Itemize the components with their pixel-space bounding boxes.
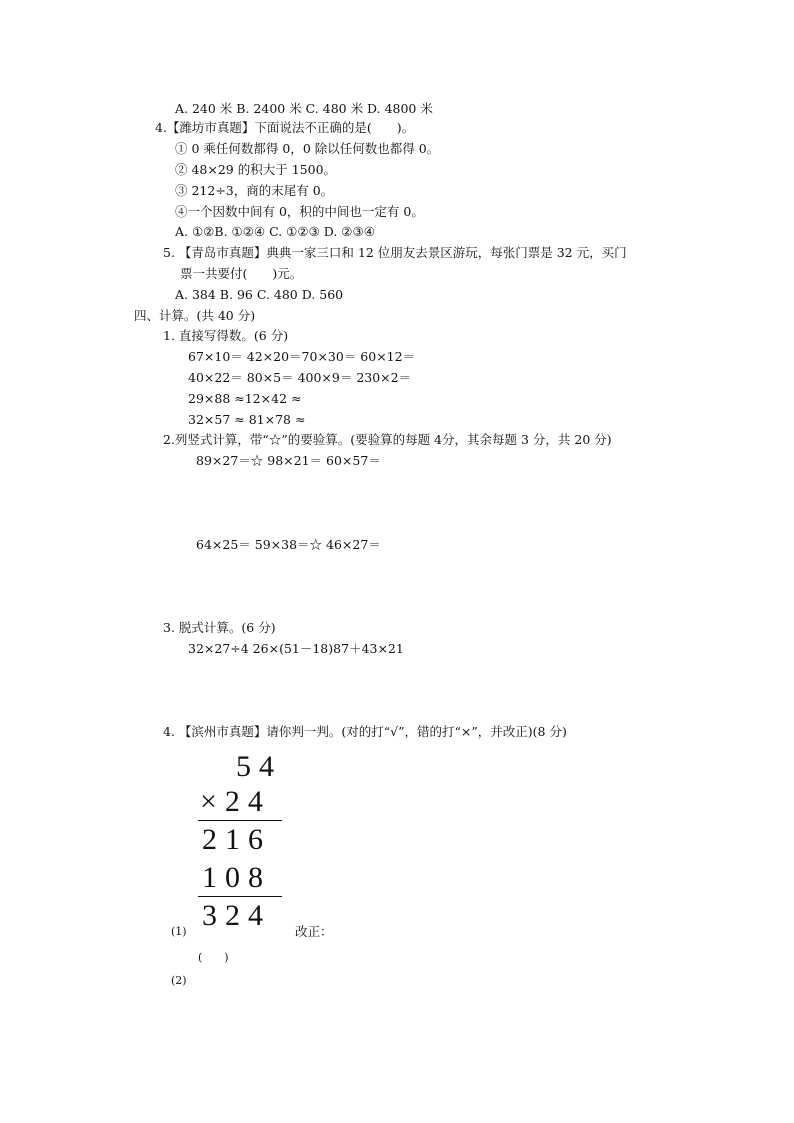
part-2-title: 2.列竖式计算，带“☆”的要验算。(要验算的每题 4分，其余每题 3 分，共 20 分) [163, 432, 612, 447]
part-3-title: 3. 脱式计算。(6 分) [163, 620, 276, 635]
multiplicand: 54 [236, 750, 282, 783]
q4-options: A. ①②B. ①②④ C. ①②③ D. ②③④ [175, 224, 375, 239]
q4-statement-2: ② 48×29 的积大于 1500。 [175, 162, 337, 177]
q3-options: A. 240 米 B. 2400 米 C. 480 米 D. 4800 米 [175, 101, 433, 116]
part-1-title: 1. 直接写得数。(6 分) [163, 328, 289, 343]
answer-label-1: (1) [171, 925, 187, 938]
q5-stem-continued: 票一共要付( )元。 [180, 266, 303, 281]
divider-line [198, 896, 282, 897]
divider-line [198, 820, 282, 821]
q4-statement-1: ① 0 乘任何数都得 0，0 除以任何数也都得 0。 [175, 141, 440, 156]
part-1-row-3: 29×88 ≈12×42 ≈ [188, 391, 302, 406]
q4-statement-4: ④一个因数中间有 0，积的中间也一定有 0。 [175, 204, 424, 219]
judgement-bracket[interactable]: ( ) [198, 951, 229, 964]
partial-product-1: 216 [202, 823, 271, 856]
q4-statement-3: ③ 212÷3，商的末尾有 0。 [175, 183, 334, 198]
part-4-title: 4. 【滨州市真题】请你判一判。(对的打“√”，错的打“×”，并改正)(8 分) [163, 724, 567, 739]
multiplier: ×24 [200, 785, 271, 818]
part-1-row-1: 67×10＝ 42×20＝70×30＝ 60×12＝ [188, 349, 416, 364]
q5-stem: 5. 【青岛市真题】典典一家三口和 12 位朋友去景区游玩，每张门票是 32 元，买门 [163, 245, 627, 260]
answer-label-2: (2) [171, 974, 187, 987]
part-2-row-1: 89×27＝☆ 98×21＝ 60×57＝ [196, 453, 381, 468]
section-4-title: 四、计算。(共 40 分) [134, 308, 256, 323]
correction-label: 改正： [295, 924, 333, 939]
part-1-row-2: 40×22＝ 80×5＝ 400×9＝ 230×2＝ [188, 370, 412, 385]
part-2-row-2: 64×25＝ 59×38＝☆ 46×27＝ [196, 537, 381, 552]
q5-options: A. 384 B. 96 C. 480 D. 560 [175, 287, 344, 302]
product-result: 324 [202, 899, 271, 932]
partial-product-2: 108 [202, 861, 271, 894]
part-1-row-4: 32×57 ≈ 81×78 ≈ [188, 412, 306, 427]
part-3-row-1: 32×27÷4 26×(51－18)87＋43×21 [188, 641, 404, 656]
q4-stem: 4.【潍坊市真题】下面说法不正确的是( )。 [155, 120, 415, 135]
